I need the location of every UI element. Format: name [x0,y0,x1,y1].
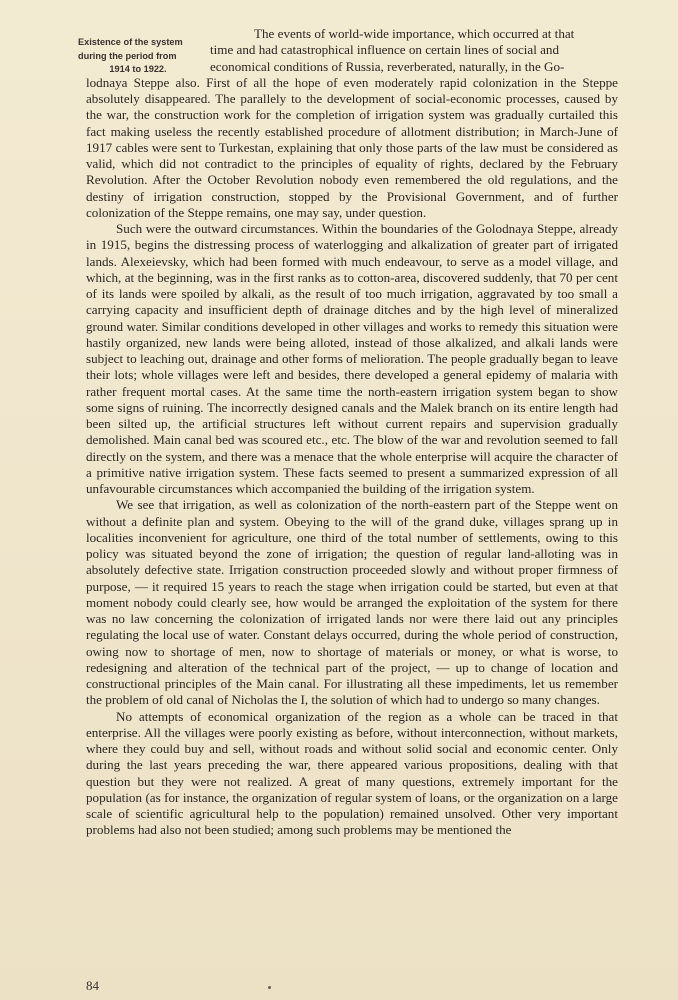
text-line: time and had catastrophical influence on certain lines of social and [210,42,560,58]
margin-note-line: Existence of the system [78,37,183,47]
body-text [86,26,618,839]
paragraph: lodnaya Steppe also. First of all the hope of even moderately rapid colonization in the Steppe absolutely disappeared. The parallely to the development of social-economic processes, caused by the war, the construction work for the completion of irrigation system was gradually curtailed this fact making useless the recently established procedure of allotment distribution; in March-June of 1917 cables were sent to Turkestan, explaining that only those parts of the law must be considered as valid, which did not contradict to the principles of equality of rights, declared by the February Revolution. After the October Revolution nobody even remembered the old regulations, and the destiny of irrigation construction, stopped by the Provisional Government, and of further colonization of the Steppe remains, one may say, under question. [86,74,618,220]
paragraph: Such were the outward circumstances. Within the boundaries of the Golodnaya Steppe, already in 1915, begins the distressing process of waterlogging and alkalization of greater part of irrigated lands. Alexeievsky, which had been formed with much endeavour, to serve as a model village, and which, at the beginning, was in the first ranks as to cotton-area, discovered suddenly, that 70 per cent of its lands were spoiled by alkali, as the result of too much irrigation, aggravated by too small a carrying capacity and insufficient depth of drainage ditches and by the high level of mineralized ground water. Similar conditions developed in other villages and works to remedy this situation were hastily organized, new lands were being alloted, instead of those alkalized, and alkali lands were subject to leaching out, drainage and other forms of melioration. The people gradually began to leave their lots; whole villages were left and besides, there developed a general epidemy of malaria with rather frequent mortal cases. At the same time the north-eastern irrigation system began to show some signs of ruining. The incorrectly designed canals and the Malek branch on its entire length had been silted up, the artificial structures left without current repairs and supervision gradually demolished. Main canal bed was scoured etc., etc. The blow of the war and revolution seemed to fall directly on the system, and there was a menace that the whole enterprise will acquire the character of a primitive native irrigation system. These facts seemed to present a summarized expression of all unfavourable circumstances which accompanied the building of the irrigation system. [86,221,618,496]
margin-note-line: during the period from [78,50,177,61]
opening-lines [210,26,618,75]
text-line: The events of world-wide importance, which occurred at that [254,26,575,41]
margin-note-line: 1914 to 1922. [109,64,167,74]
print-speck [268,986,271,989]
paragraph: No attempts of economical organization of the region as a whole can be traced in that enterprise. All the villages were poorly existing as before, without interconnection, without markets, where they could buy and sell, without roads and without solid social and economic center. Only during the last years preceding the war, there appeared various propositions, dealing with that question but they were not realized. A great of many questions, extremely important for the population (as for instance, the organization of regular system of loans, or the organization on a large scale of scientific agricultural help to the population) remained unsolved. Other very important problems had also not been studied; among such problems may be mentioned the [86,708,618,838]
text-line: economical conditions of Russia, reverberated, naturally, in the Go- [210,58,565,74]
paragraph: We see that irrigation, as well as colonization of the north-eastern part of the Steppe went on without a definite plan and system. Obeying to the will of the grand duke, villages sprang up in localities inconvenient for agriculture, one third of the total number of settlements, owing to this policy was situated beyond the zone of irrigation; the question of regular land-alloting was in absolutely defective state. Irrigation construction proceeded slowly and without proper firmness of purpose, — it required 15 years to reach the stage when irrigation could be started, but even at that moment nobody could clearly see, how would be arranged the exploitation of the system for there was no law concerning the colonization of irrigated lands nor were there laid out any principles regulating the local use of water. Constant delays occurred, during the whole period of construction, owing now to shortage of men, now to shortage of materials or money, or what is worse, to redesigning and alteration of the technical part of the project, — up to change of location and constructional principles of the Main canal. For illustrating all these impediments, let us remember the problem of old canal of Nicholas the I, the solution of which had to undergo so many changes. [86,497,618,708]
page-number: 84 [86,978,99,993]
